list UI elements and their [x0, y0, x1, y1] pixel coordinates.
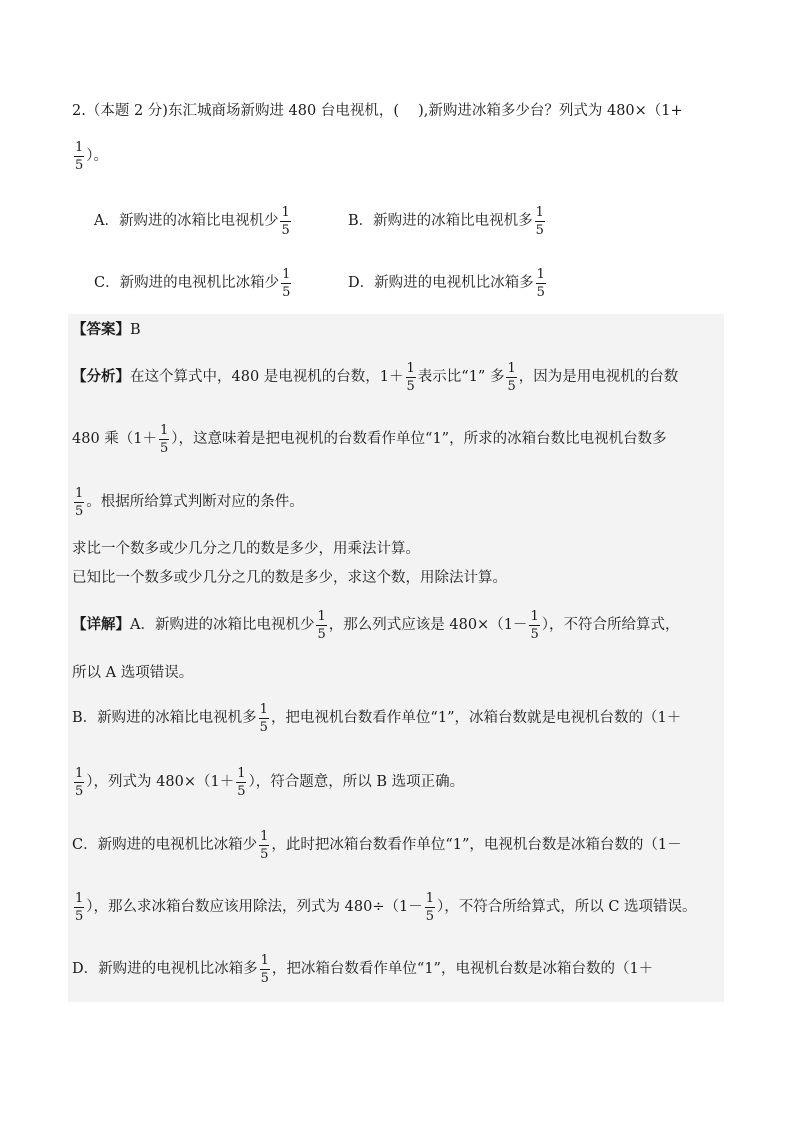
question-line-1 — [72, 101, 683, 121]
analysis-line-3: $\frac{1}{5}$ 。根据所给算式判断对应的条件。 — [75, 485, 304, 519]
detail-label: 【详解】 — [72, 616, 130, 633]
option-d: D．新购进的电视机比冰箱多 $\frac{1}{5}$ — [348, 266, 545, 300]
question-number: 2. — [72, 103, 86, 119]
analysis-line-5: 已知比一个数多或少几分之几的数是多少，求这个数，用除法计算。 — [72, 570, 507, 586]
fraction-one-fifth: $\frac{1}{5}$ — [536, 266, 545, 300]
answer-value: B — [130, 322, 141, 338]
fraction-one-fifth: $\frac{1}{5}$ — [406, 360, 415, 394]
question-stem-end: ）。 — [86, 148, 109, 164]
detail-a-line-2: 所以 A 选项错误。 — [72, 665, 194, 681]
question-stem: （本题 2 分)东汇城商场新购进 480 台电视机，( ),新购进冰箱多少台？列式为 480×（1+ — [85, 103, 683, 119]
answer-line — [72, 320, 141, 340]
detail-a-line-1: 【详解】A．新购进的冰箱比电视机少 $\frac{1}{5}$ ，那么列式应该是 480×（1－ $\frac{1}{5}$ ），不符合所给算式， — [72, 608, 680, 642]
analysis-line-4: 求比一个数多或少几分之几的数是多少，用乘法计算。 — [72, 541, 420, 557]
fraction-one-fifth: $\frac{1}{5}$ — [259, 701, 268, 735]
option-b: B．新购进的冰箱比电视机多 $\frac{1}{5}$ — [348, 204, 544, 238]
detail-b-line-1: B．新购进的冰箱比电视机多 $\frac{1}{5}$ ，把电视机台数看作单位“1”，冰箱台数就是电视机台数的（1＋ — [72, 701, 682, 735]
fraction-one-fifth: $\frac{1}{5}$ — [75, 765, 84, 799]
fraction-one-fifth: $\frac{1}{5}$ — [281, 204, 290, 238]
fraction-one-fifth: $\frac{1}{5}$ — [160, 422, 169, 456]
option-a: A．新购进的冰箱比电视机少 $\frac{1}{5}$ — [94, 204, 290, 238]
analysis-label: 【分析】 — [72, 368, 130, 385]
fraction-one-fifth: $\frac{1}{5}$ — [75, 890, 84, 924]
fraction-one-fifth: $\frac{1}{5}$ — [317, 608, 326, 642]
detail-c-line-1: C．新购进的电视机比冰箱少 $\frac{1}{5}$ ，此时把冰箱台数看作单位“1”，电视机台数是冰箱台数的（1－ — [72, 828, 682, 862]
fraction-one-fifth: $\frac{1}{5}$ — [237, 765, 246, 799]
fraction-one-fifth: $\frac{1}{5}$ — [260, 952, 269, 986]
option-c: C．新购进的电视机比冰箱少 $\frac{1}{5}$ — [94, 266, 291, 300]
fraction-one-fifth: $\frac{1}{5}$ — [425, 890, 434, 924]
fraction-one-fifth: $\frac{1}{5}$ — [75, 139, 84, 173]
detail-d-line-1: D．新购进的电视机比冰箱多 $\frac{1}{5}$ ，把冰箱台数看作单位“1”，电视机台数是冰箱台数的（1＋ — [72, 952, 654, 986]
fraction-one-fifth: $\frac{1}{5}$ — [260, 828, 269, 862]
analysis-line-1: 【分析】在这个算式中，480 是电视机的台数，1＋ $\frac{1}{5}$ 表示比“1” 多 $\frac{1}{5}$ ，因为是用电视机的台数 — [72, 360, 679, 394]
detail-b-line-2: $\frac{1}{5}$ ），列式为 480×（1＋ $\frac{1}{5}$ ），符合题意，所以 B 选项正确。 — [75, 765, 465, 799]
fraction-one-fifth: $\frac{1}{5}$ — [282, 266, 291, 300]
fraction-one-fifth: $\frac{1}{5}$ — [507, 360, 516, 394]
fraction-one-fifth: $\frac{1}{5}$ — [530, 608, 539, 642]
detail-c-line-2: $\frac{1}{5}$ ），那么求冰箱台数应该用除法，列式为 480÷（1－ $\frac{1}{5}$ ），不符合所给算式，所以 C 选项错误。 — [75, 890, 697, 924]
fraction-one-fifth: $\frac{1}{5}$ — [75, 485, 84, 519]
question-line-2 — [72, 137, 108, 175]
answer-label: 【答案】 — [72, 321, 130, 338]
fraction-one-fifth: $\frac{1}{5}$ — [535, 204, 544, 238]
analysis-line-2: 480 乘（1＋ $\frac{1}{5}$ ），这意味着是把电视机的台数看作单位“1”，所求的冰箱台数比电视机台数多 — [72, 422, 667, 456]
